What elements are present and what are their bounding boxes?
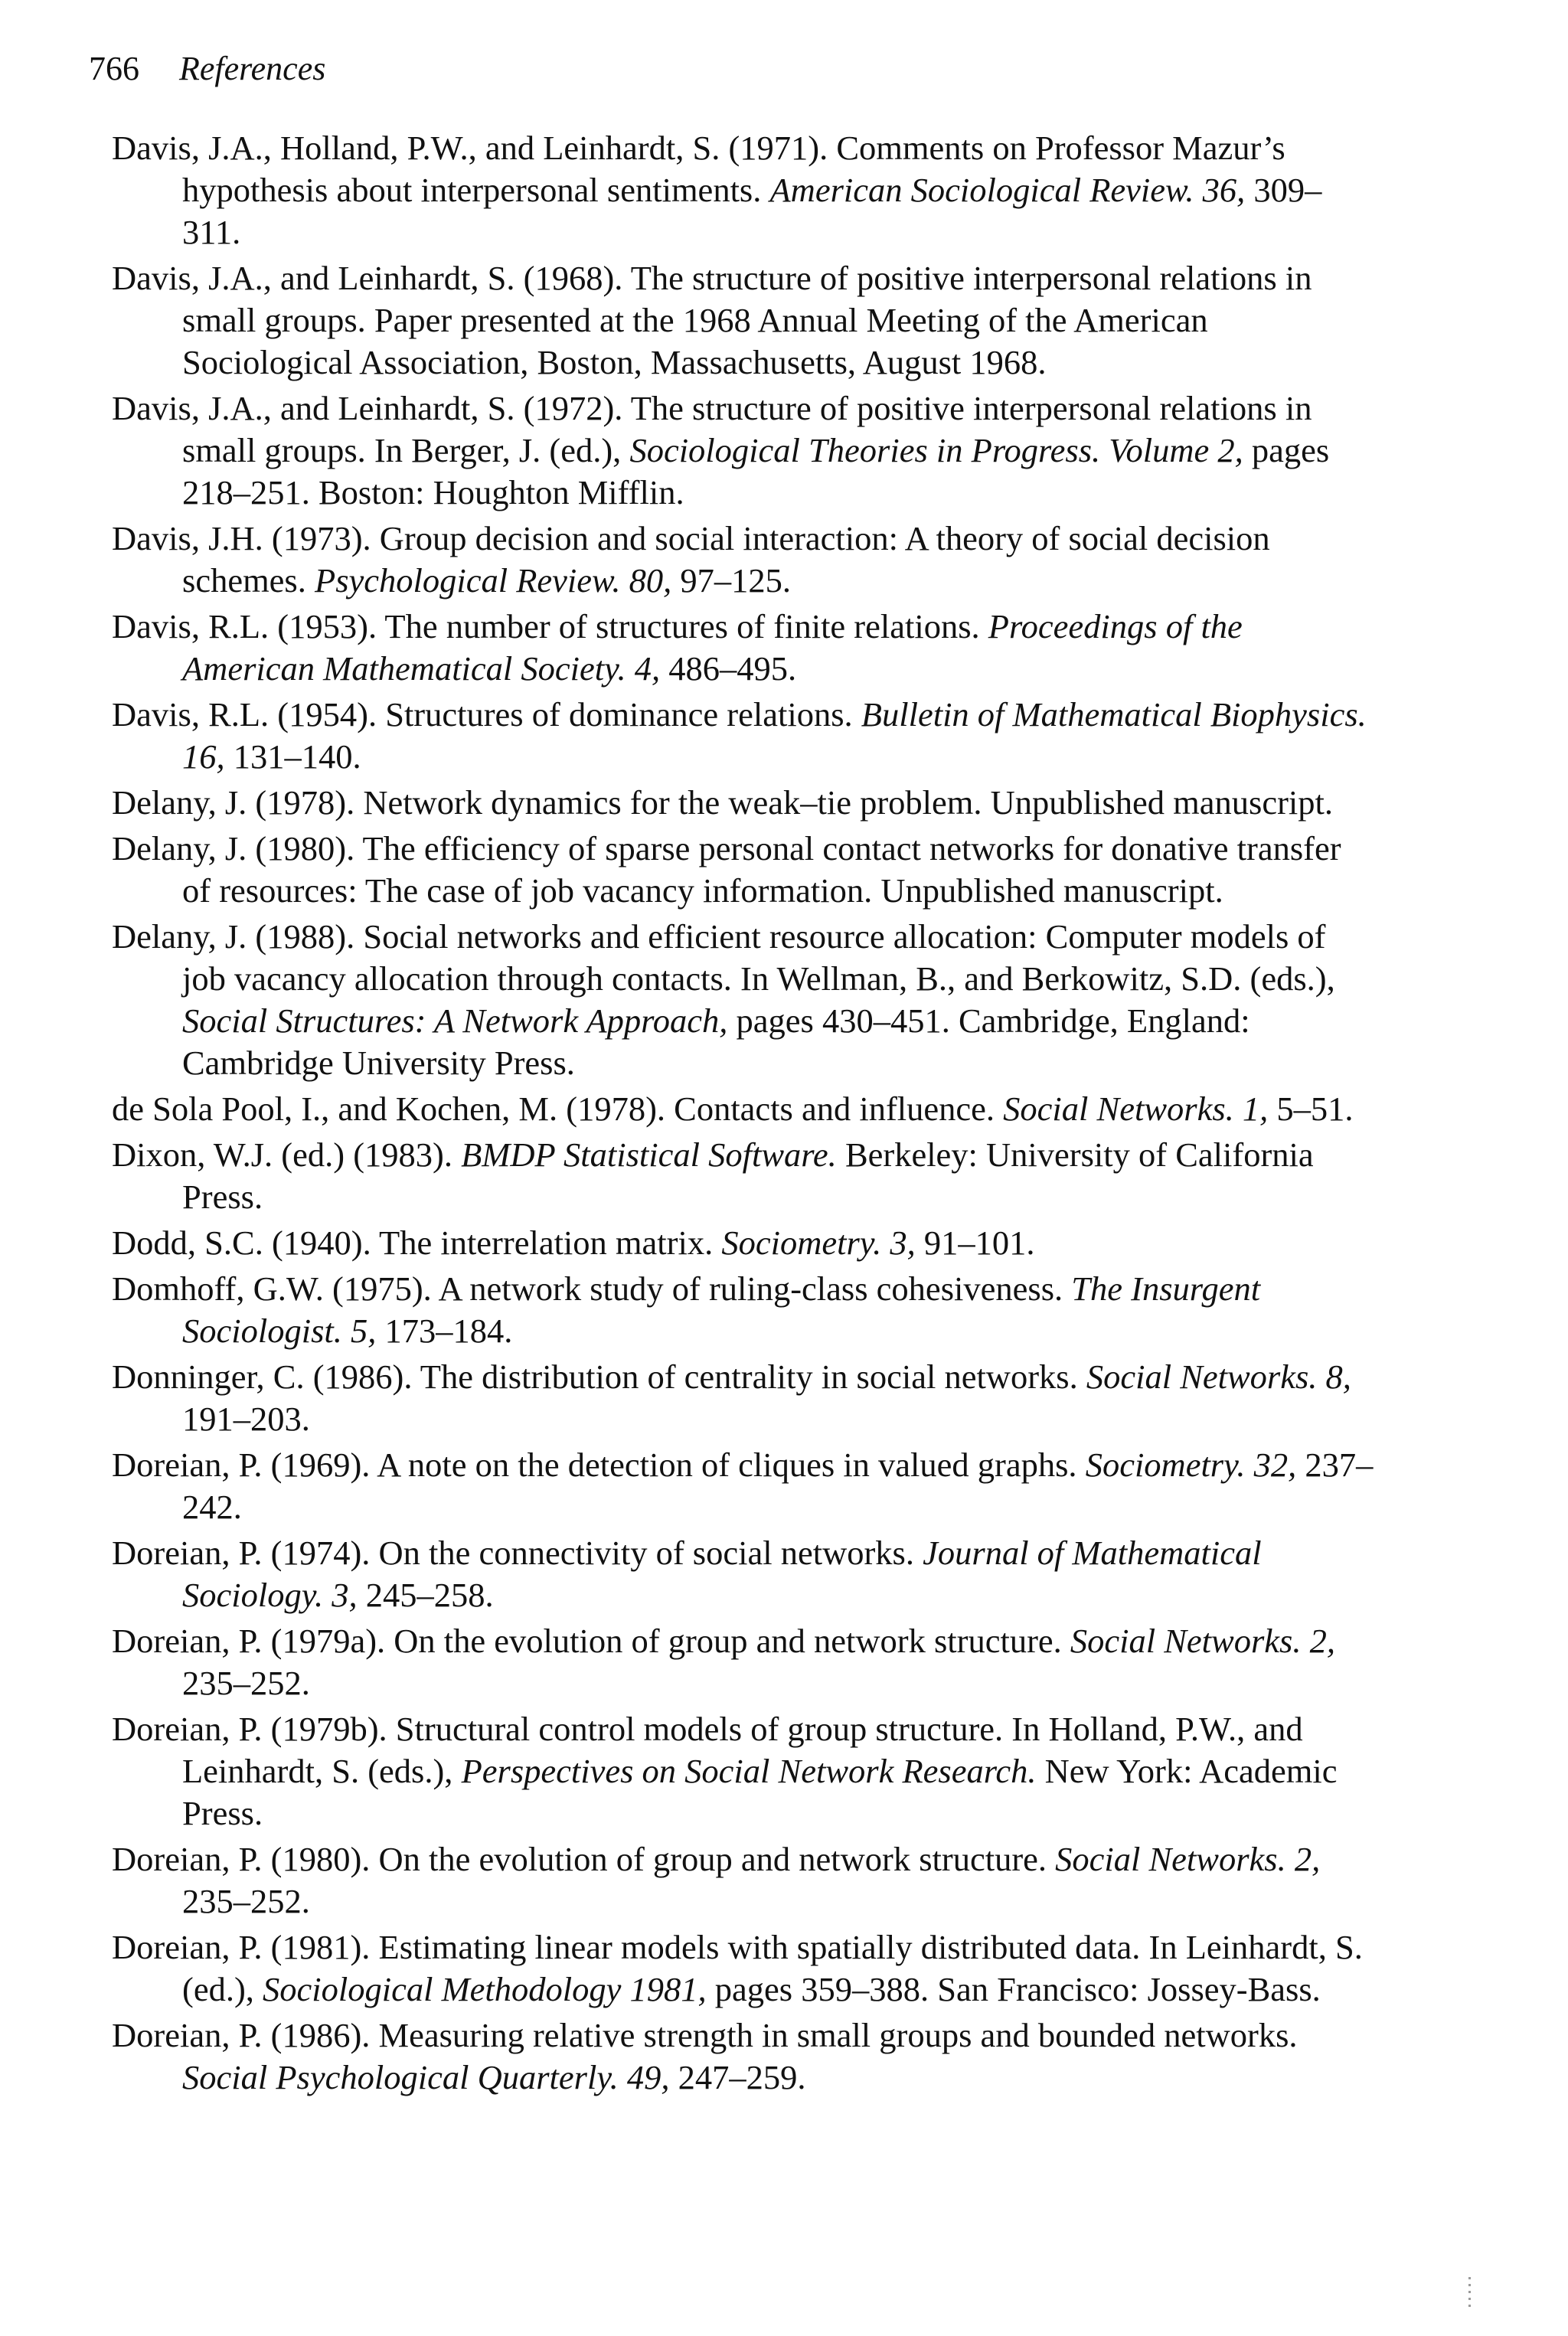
reference-source-italic: Perspectives on Social Network Research. [461,1752,1037,1790]
running-head [89,46,325,92]
reference-pages: 235–252. [182,1664,310,1702]
reference-pages: 131–140. [224,737,361,776]
reference-entry [112,782,1375,824]
reference-text: Dodd, S.C. (1940). The interrelation matrix. [112,1224,722,1262]
reference-text: Donninger, C. (1986). The distribution of centrality in social networks. [112,1357,1086,1396]
reference-pages: New York: Academic Press. [182,1752,1338,1832]
reference-entry [112,1268,1375,1352]
reference-pages: 247–259. [669,2058,806,2096]
reference-entry [112,1708,1375,1834]
reference-source-italic: Sociological Theories in Progress. Volume 2, [629,431,1243,469]
reference-source-italic: Sociometry. 32, [1085,1446,1297,1484]
reference-pages: pages 218–251. Boston: Houghton Mifflin. [182,431,1330,511]
reference-entry [112,2014,1375,2099]
reference-text: Doreian, P. (1981). Estimating linear models with spatially distributed data. In Leinhardt, S. (ed.), [112,1928,1363,2008]
scan-artifact-mark [1468,2277,1471,2308]
reference-source-italic: Social Structures: A Network Approach, [182,1001,728,1040]
reference-source-italic: Sociological Methodology 1981, [263,1970,707,2008]
reference-entry [112,1620,1375,1704]
reference-source-italic: Social Networks. 2, [1070,1622,1335,1660]
reference-text: Davis, R.L. (1953). The number of structures of finite relations. [112,607,988,645]
reference-pages: pages 359–388. San Francisco: Jossey-Bass. [706,1970,1321,2008]
reference-entry [112,127,1375,253]
reference-text: Domhoff, G.W. (1975). A network study of ruling-class cohesiveness. [112,1269,1072,1308]
reference-source-italic: Social Networks. 8, [1086,1357,1351,1396]
reference-entry [112,1838,1375,1923]
reference-entry [112,1356,1375,1440]
reference-entry [112,1222,1375,1264]
reference-entry [112,1926,1375,2011]
reference-list [112,127,1375,2102]
reference-text: de Sola Pool, I., and Kochen, M. (1978). Contacts and influence. [112,1090,1004,1128]
reference-pages: 5–51. [1268,1090,1354,1128]
reference-text: Doreian, P. (1986). Measuring relative strength in small groups and bounded networks. [112,2016,1298,2054]
reference-entry [112,1134,1375,1218]
reference-text: Davis, R.L. (1954). Structures of dominance relations. [112,695,861,733]
reference-pages: 237–242. [182,1446,1374,1526]
reference-pages: pages 430–451. Cambridge, England: Cambridge University Press. [182,1001,1250,1082]
reference-source-italic: Social Networks. 2, [1055,1840,1321,1878]
reference-pages: Berkeley: University of California Press. [182,1135,1314,1216]
reference-entry [112,518,1375,602]
reference-text: Doreian, P. (1979a). On the evolution of group and network structure. [112,1622,1070,1660]
reference-entry [112,606,1375,690]
reference-entry [112,916,1375,1084]
reference-pages: 173–184. [376,1312,513,1350]
reference-source-italic: BMDP Statistical Software. [461,1135,837,1174]
reference-source-italic: Social Networks. 1, [1003,1090,1269,1128]
reference-text: Davis, J.A., and Leinhardt, S. (1972). The structure of positive interpersonal relations in small groups. In Berger, J. (ed.), [112,389,1312,469]
reference-source-italic: American Sociological Review. 36, [769,171,1246,209]
reference-entry [112,1444,1375,1528]
reference-source-italic: Social Psychological Quarterly. 49, [182,2058,670,2096]
reference-pages: 309–311. [182,171,1322,251]
reference-pages: 91–101. [915,1224,1035,1262]
reference-text: Delany, J. (1988). Social networks and efficient resource allocation: Computer models of job vacancy allocation through contacts. In Wellman, B., and Berkowitz, S.D. (eds.), [112,917,1335,998]
reference-source-italic: Proceedings of the American Mathematical Society. 4, [182,607,1243,688]
reference-text: Davis, J.A., and Leinhardt, S. (1968). The structure of positive interpersonal relations in small groups. Paper presented at the 1968 Annual Meeting of the American Sociological Association, Boston, Massachusetts, August 1968. [112,259,1312,381]
reference-text: Delany, J. (1978). Network dynamics for the weak–tie problem. Unpublished manuscript. [112,783,1334,822]
reference-entry [112,1088,1375,1130]
reference-entry [112,1532,1375,1616]
section-title: References [179,50,326,87]
reference-source-italic: Sociometry. 3, [721,1224,916,1262]
reference-text: Davis, J.A., Holland, P.W., and Leinhardt, S. (1971). Comments on Professor Mazur’s hypothesis about interpersonal sentiments. [112,129,1285,209]
reference-text: Doreian, P. (1979b). Structural control models of group structure. In Holland, P.W., and Leinhardt, S. (eds.), [112,1710,1303,1790]
reference-text: Doreian, P. (1974). On the connectivity of social networks. [112,1534,923,1572]
reference-text: Davis, J.H. (1973). Group decision and social interaction: A theory of social decision schemes. [112,519,1270,600]
reference-text: Delany, J. (1980). The efficiency of sparse personal contact networks for donative transfer of resources: The case of job vacancy information. Unpublished manuscript. [112,829,1341,910]
reference-text: Doreian, P. (1980). On the evolution of group and network structure. [112,1840,1056,1878]
reference-entry [112,828,1375,912]
reference-pages: 191–203. [182,1400,310,1438]
reference-pages: 97–125. [671,561,792,600]
reference-text: Doreian, P. (1969). A note on the detection of cliques in valued graphs. [112,1446,1086,1484]
reference-source-italic: The Insurgent Sociologist. 5, [182,1269,1261,1350]
reference-pages: 235–252. [182,1882,310,1920]
page-number: 766 [89,50,139,87]
reference-entry [112,387,1375,514]
reference-pages: 486–495. [660,649,797,688]
reference-entry [112,694,1375,778]
reference-source-italic: Bulletin of Mathematical Biophysics. 16, [182,695,1367,776]
reference-source-italic: Psychological Review. 80, [315,561,672,600]
reference-text: Dixon, W.J. (ed.) (1983). [112,1135,462,1174]
reference-source-italic: Journal of Mathematical Sociology. 3, [182,1534,1262,1614]
reference-pages: 245–258. [357,1576,494,1614]
reference-entry [112,257,1375,384]
